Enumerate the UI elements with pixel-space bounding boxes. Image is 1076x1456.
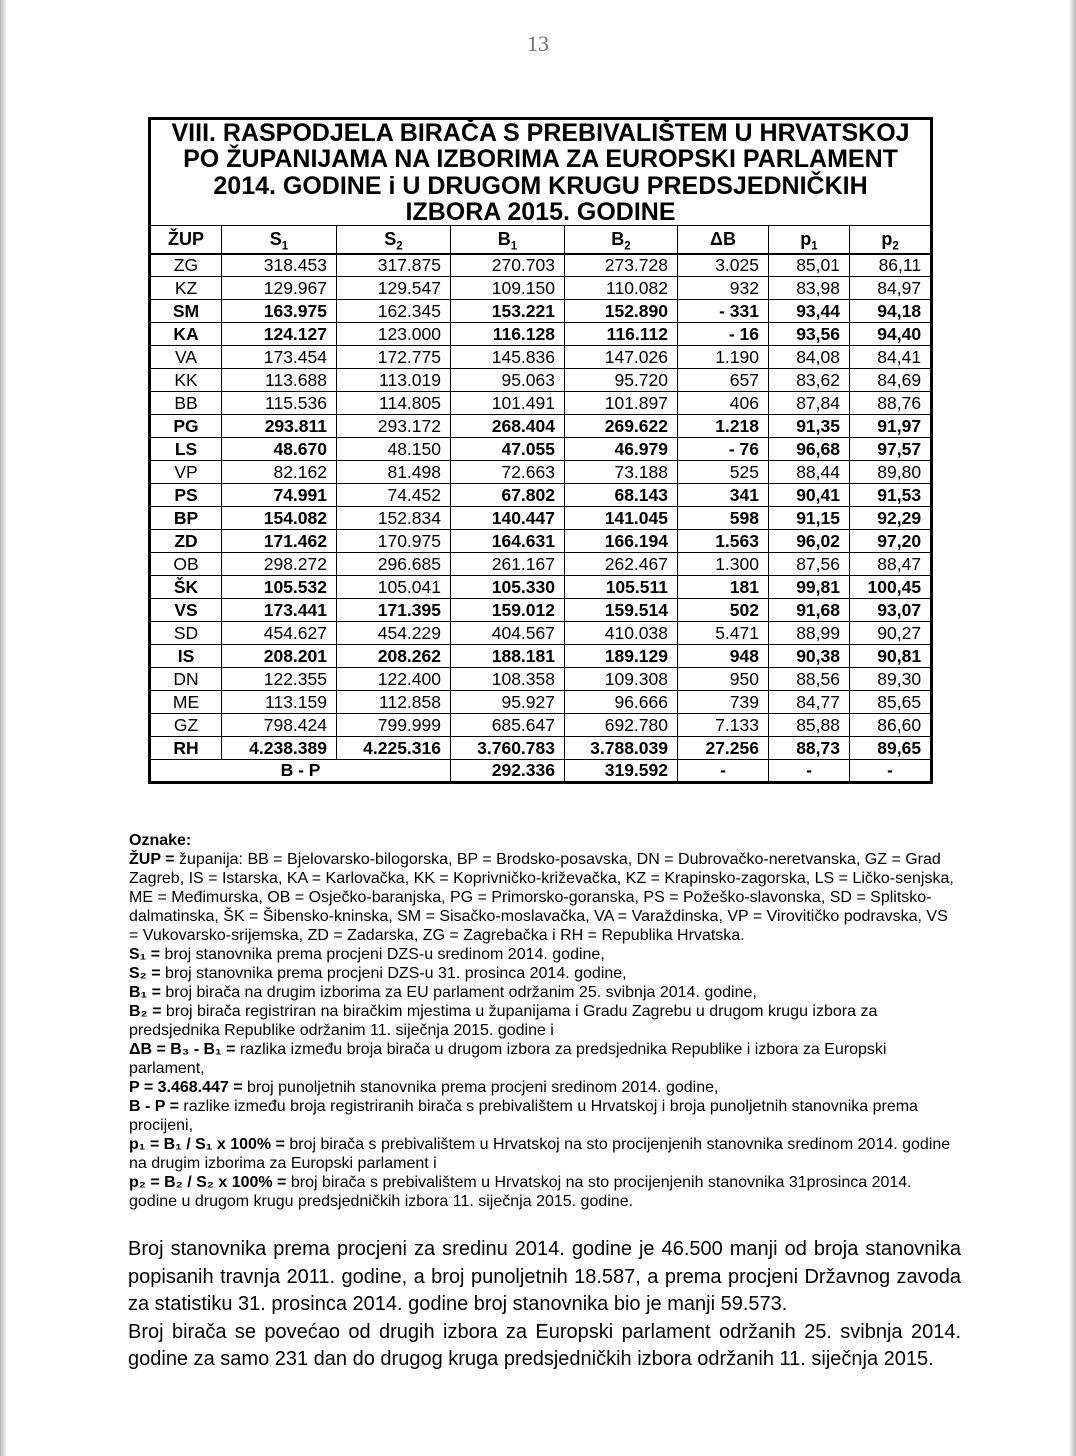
cell-b2: 46.979 [565,438,678,461]
note-lead: p₂ = B₂ / S₂ x 100% = [129,1174,291,1191]
cell-zup: ŠK [150,576,222,599]
cell-p2: 84,97 [850,277,932,300]
cell-b2: 692.780 [565,714,678,737]
cell-b2: 141.045 [565,507,678,530]
cell-db: 950 [678,668,769,691]
note-lead: ΔB = B₃ - B₁ = [129,1041,240,1058]
cell-b1: 270.703 [451,254,565,277]
cell-s1: 171.462 [222,530,337,553]
cell-p2: 89,30 [850,668,932,691]
cell-b2: 147.026 [565,346,678,369]
cell-db: 181 [678,576,769,599]
cell-db: 5.471 [678,622,769,645]
table-row-sd [150,622,932,645]
cell-zup: PS [150,484,222,507]
note-item: P = 3.468.447 = broj punoljetnih stanovnika prema procjeni sredinom 2014. godine, [129,1079,719,1096]
cell-s2: 170.975 [337,530,451,553]
cell-b1: 109.150 [451,277,565,300]
cell-p2: 93,07 [850,599,932,622]
cell-b2: 166.194 [565,530,678,553]
cell-s2: 105.041 [337,576,451,599]
cell-db: 502 [678,599,769,622]
cell-db: - 331 [678,300,769,323]
cell-b2: 73.188 [565,461,678,484]
table-row-zd [150,530,932,553]
table-title-row [150,119,932,226]
cell-zup: SD [150,622,222,645]
cell-p1: - [769,760,850,783]
cell-b1: 153.221 [451,300,565,323]
table-row-ps [150,484,932,507]
cell-s2: 129.547 [337,277,451,300]
cell-s2: 113.019 [337,369,451,392]
notes-list [129,850,961,1211]
cell-s1: 293.811 [222,415,337,438]
cell-p2: 97,20 [850,530,932,553]
cell-p1: 91,68 [769,599,850,622]
cell-b1: 140.447 [451,507,565,530]
cell-s2: 162.345 [337,300,451,323]
cell-s1: 124.127 [222,323,337,346]
cell-p1: 85,88 [769,714,850,737]
cell-p1: 91,15 [769,507,850,530]
cell-p1: 96,02 [769,530,850,553]
cell-s1: 105.532 [222,576,337,599]
cell-zup: KZ [150,277,222,300]
cell-b2: 96.666 [565,691,678,714]
cell-p2: 86,60 [850,714,932,737]
cell-p2: 91,97 [850,415,932,438]
cell-b2: 116.112 [565,323,678,346]
cell-zup: SM [150,300,222,323]
table-row-b-p [150,760,932,783]
table-row-is [150,645,932,668]
table-row-ob [150,553,932,576]
cell-s1: 129.967 [222,277,337,300]
cell-zup: BP [150,507,222,530]
cell-s2: 81.498 [337,461,451,484]
cell-p1: 90,41 [769,484,850,507]
table-row-bb [150,392,932,415]
table-row-zg [150,254,932,277]
cell-b1: 268.404 [451,415,565,438]
column-header-s1: $S_1$ [222,226,337,254]
cell-s1: 318.453 [222,254,337,277]
note-item: B₂ = broj birača registriran na biračkim mjestima u županijama i Gradu Zagrebu u drugom krugu izbora za predsjednika Republike održanim 11. siječnja 2015. godine i [129,1003,878,1039]
cell-s2: 152.834 [337,507,451,530]
cell-b1: 67.802 [451,484,565,507]
column-header-p2: $p_2$ [850,226,932,254]
closing-paragraph: Broj stanovnika prema procjeni za sredinu 2014. godine je 46.500 manji od broja stanovnika popisanih travnja 2011. godine, a broj punoljetnih 18.587, a prema procjeni Državnog zavoda za statistiku 31. prosinca 2014. godine broj stanovnika bio je manji 59.573. [128,1238,961,1315]
cell-b2: 319.592 [565,760,678,783]
note-lead: S₂ = [129,965,166,982]
cell-b1: 105.330 [451,576,565,599]
cell-b2: 410.038 [565,622,678,645]
cell-b2: 68.143 [565,484,678,507]
cell-p1: 96,68 [769,438,850,461]
note-lead: B₂ = [129,1003,166,1020]
closing-paragraph: Broj birača se povećao od drugih izbora za Europski parlament održanih 25. svibnja 2014. godine za samo 231 dan do drugog kruga predsjedničkih izbora održanih 11. siječnja 2015. [128,1320,961,1370]
table-row-ka [150,323,932,346]
cell-p2: 86,11 [850,254,932,277]
cell-p2: 94,40 [850,323,932,346]
cell-b1: 188.181 [451,645,565,668]
note-item: p₁ = B₁ / S₁ x 100% = broj birača s prebivalištem u Hrvatskoj na sto procijenjenih stanovnika sredinom 2014. godine na drugim izborima za Europski parlament i [129,1136,951,1172]
cell-p2: 84,41 [850,346,932,369]
cell-db: 948 [678,645,769,668]
cell-s2: 123.000 [337,323,451,346]
cell-db: 1.563 [678,530,769,553]
notes-heading: Oznake: [129,832,192,849]
cell-p2: - [850,760,932,783]
cell-b1: 404.567 [451,622,565,645]
cell-db: - 76 [678,438,769,461]
cell-p1: 83,98 [769,277,850,300]
cell-b1: 72.663 [451,461,565,484]
cell-s1: 113.159 [222,691,337,714]
cell-b1: 3.760.783 [451,737,565,760]
column-header-b2: $B_2$ [565,226,678,254]
cell-s2: 296.685 [337,553,451,576]
cell-b1: 116.128 [451,323,565,346]
cell-s2: 74.452 [337,484,451,507]
cell-p2: 94,18 [850,300,932,323]
cell-b2: 3.788.039 [565,737,678,760]
table-header-row [150,226,932,254]
cell-b2: 110.082 [565,277,678,300]
table-title [150,119,932,226]
note-lead: B₁ = [129,984,166,1001]
cell-zup: KA [150,323,222,346]
cell-p2: 91,53 [850,484,932,507]
cell-s1: 298.272 [222,553,337,576]
cell-b2: 262.467 [565,553,678,576]
closing-paragraphs [128,1236,961,1374]
cell-s1: 173.441 [222,599,337,622]
table-row-vs [150,599,932,622]
cell-s2: 454.229 [337,622,451,645]
cell-b2: 101.897 [565,392,678,415]
note-item: B - P = razlike između broja registriranih birača s prebivalištem u Hrvatskoj i broja punoljetnih stanovnika prema procijeni, [129,1098,918,1134]
note-item: ΔB = B₃ - B₁ = razlika između broja birača u drugom izbora za predsjednika Republike i izbora za Europski parlament, [129,1041,887,1077]
cell-s1: 154.082 [222,507,337,530]
note-lead: ŽUP = [129,851,179,868]
cell-s1: 454.627 [222,622,337,645]
cell-p2: 90,81 [850,645,932,668]
cell-db: 598 [678,507,769,530]
cell-zup: PG [150,415,222,438]
cell-db: 1.300 [678,553,769,576]
cell-b1: 159.012 [451,599,565,622]
cell-zup: VS [150,599,222,622]
table-title-line: 2014. GODINE i U DRUGOM KRUGU PREDSJEDNIČKIH [213,171,868,200]
cell-s1: 115.536 [222,392,337,415]
cell-db: 739 [678,691,769,714]
cell-db: 3.025 [678,254,769,277]
cell-p1: 88,99 [769,622,850,645]
note-item: p₂ = B₂ / S₂ x 100% = broj birača s prebivalištem u Hrvatskoj na sto procijenjenih stanovnika 31prosinca 2014. godine u drugom krugu predsjedničkih izbora 11. siječnja 2015. godine. [129,1174,912,1210]
cell-b1: 292.336 [451,760,565,783]
cell-s2: 317.875 [337,254,451,277]
cell-db: 657 [678,369,769,392]
column-header-δb: ΔB [678,226,769,254]
cell-zup: ZD [150,530,222,553]
cell-zup: LS [150,438,222,461]
cell-b1: 101.491 [451,392,565,415]
table-row-kk [150,369,932,392]
cell-s2: 799.999 [337,714,451,737]
cell-p1: 91,35 [769,415,850,438]
cell-p1: 90,38 [769,645,850,668]
cell-db: 1.190 [678,346,769,369]
cell-b2: 273.728 [565,254,678,277]
cell-p1: 87,56 [769,553,850,576]
table-row-vp [150,461,932,484]
page-edge-right [1070,0,1076,1456]
note-lead: S₁ = [129,946,165,963]
cell-b2: 269.622 [565,415,678,438]
page-number: 13 [527,31,549,56]
cell-s1: 74.991 [222,484,337,507]
column-header-s2: $S_2$ [337,226,451,254]
cell-s2: 112.858 [337,691,451,714]
cell-p1: 84,77 [769,691,850,714]
cell-s1: 208.201 [222,645,337,668]
table-row-šk [150,576,932,599]
table-row-rh [150,737,932,760]
cell-p1: 87,84 [769,392,850,415]
cell-s1: 48.670 [222,438,337,461]
cell-b2: 105.511 [565,576,678,599]
cell-p1: 83,62 [769,369,850,392]
cell-p1: 88,73 [769,737,850,760]
table-row-ls [150,438,932,461]
cell-db: 341 [678,484,769,507]
note-lead: B - P = [129,1098,184,1115]
cell-s1: 798.424 [222,714,337,737]
voters-distribution-table [148,117,933,784]
cell-p2: 89,80 [850,461,932,484]
cell-db: - 16 [678,323,769,346]
table-row-kz [150,277,932,300]
cell-p1: 84,08 [769,346,850,369]
cell-s1: 163.975 [222,300,337,323]
cell-zup: DN [150,668,222,691]
table-row-bp [150,507,932,530]
cell-p2: 90,27 [850,622,932,645]
cell-b1: 164.631 [451,530,565,553]
note-item: S₁ = broj stanovnika prema procjeni DZS-u sredinom 2014. godine, [129,946,605,963]
cell-p1: 93,56 [769,323,850,346]
cell-zup: BB [150,392,222,415]
table-title-line: PO ŽUPANIJAMA NA IZBORIMA ZA EUROPSKI PARLAMENT [183,145,898,174]
cell-p1: 99,81 [769,576,850,599]
cell-p1: 88,44 [769,461,850,484]
cell-zup: ZG [150,254,222,277]
cell-s1: 113.688 [222,369,337,392]
table-row-dn [150,668,932,691]
cell-db: 406 [678,392,769,415]
table-title-line: VIII. RASPODJELA BIRAČA S PREBIVALIŠTEM U HRVATSKOJ [171,119,910,147]
cell-p2: 88,47 [850,553,932,576]
cell-db: - [678,760,769,783]
cell-b1: 261.167 [451,553,565,576]
table-row-me [150,691,932,714]
cell-zup: VA [150,346,222,369]
note-lead: p₁ = B₁ / S₁ x 100% = [129,1136,290,1153]
table-row-sm [150,300,932,323]
cell-zup: KK [150,369,222,392]
cell-zup: GZ [150,714,222,737]
cell-s1: 122.355 [222,668,337,691]
page-edge-left [0,0,6,1456]
column-header-p1: $p_1$ [769,226,850,254]
cell-db: 1.218 [678,415,769,438]
cell-zup: RH [150,737,222,760]
cell-s2: 172.775 [337,346,451,369]
cell-p2: 88,76 [850,392,932,415]
table-row-pg [150,415,932,438]
cell-b1: 47.055 [451,438,565,461]
cell-p2: 85,65 [850,691,932,714]
cell-s2: 48.150 [337,438,451,461]
table-row-va [150,346,932,369]
cell-db: 27.256 [678,737,769,760]
cell-b-p-label: B - P [150,760,451,783]
table-body [150,254,932,783]
cell-b2: 152.890 [565,300,678,323]
column-header-b1: $B_1$ [451,226,565,254]
cell-zup: ME [150,691,222,714]
cell-zup: VP [150,461,222,484]
cell-p2: 97,57 [850,438,932,461]
cell-p2: 100,45 [850,576,932,599]
cell-b2: 95.720 [565,369,678,392]
cell-s1: 173.454 [222,346,337,369]
cell-b2: 159.514 [565,599,678,622]
cell-b1: 145.836 [451,346,565,369]
table-row-gz [150,714,932,737]
notes-section [129,831,961,1211]
cell-s2: 114.805 [337,392,451,415]
cell-p1: 85,01 [769,254,850,277]
cell-zup: IS [150,645,222,668]
cell-s2: 208.262 [337,645,451,668]
cell-b2: 109.308 [565,668,678,691]
cell-s2: 4.225.316 [337,737,451,760]
cell-p1: 93,44 [769,300,850,323]
cell-b1: 95.063 [451,369,565,392]
cell-s2: 122.400 [337,668,451,691]
cell-zup: OB [150,553,222,576]
table-title-line: IZBORA 2015. GODINE [405,197,676,226]
cell-s1: 4.238.389 [222,737,337,760]
cell-b1: 685.647 [451,714,565,737]
note-lead: P = 3.468.447 = [129,1079,248,1096]
cell-b1: 95.927 [451,691,565,714]
cell-b1: 108.358 [451,668,565,691]
cell-p2: 89,65 [850,737,932,760]
cell-p2: 84,69 [850,369,932,392]
cell-p2: 92,29 [850,507,932,530]
note-item: ŽUP = županija: BB = Bjelovarsko-bilogorska, BP = Brodsko-posavska, DN = Dubrovačko-neretvanska, GZ = Grad Zagreb, IS = Istarska, KA = Karlovačka, KK = Koprivničko-križevačka, KZ = Krapinsko-zagorska, LS = Ličko-senjska, ME = Međimurska, OB = Osječko-baranjska, PG = Primorsko-goranska, PS = Požeško-slavonska, SD = Splitsko-dalmatinska, ŠK = Šibensko-kninska, SM = Sisačko-moslavačka, VA = Varaždinska, VP = Virovitičko podravska, VS = Vukovarsko-srijemska, ZD = Zadarska, ZG = Zagrebačka i RH = Republika Hrvatska. [129,851,954,944]
cell-s2: 171.395 [337,599,451,622]
cell-db: 932 [678,277,769,300]
column-header-žup: ŽUP [150,226,222,254]
cell-db: 7.133 [678,714,769,737]
note-item: B₁ = broj birača na drugim izborima za EU parlament održanim 25. svibnja 2014. godine, [129,984,757,1001]
cell-db: 525 [678,461,769,484]
cell-b2: 189.129 [565,645,678,668]
note-item: S₂ = broj stanovnika prema procjeni DZS-u 31. prosinca 2014. godine, [129,965,627,982]
cell-s1: 82.162 [222,461,337,484]
cell-s2: 293.172 [337,415,451,438]
cell-p1: 88,56 [769,668,850,691]
